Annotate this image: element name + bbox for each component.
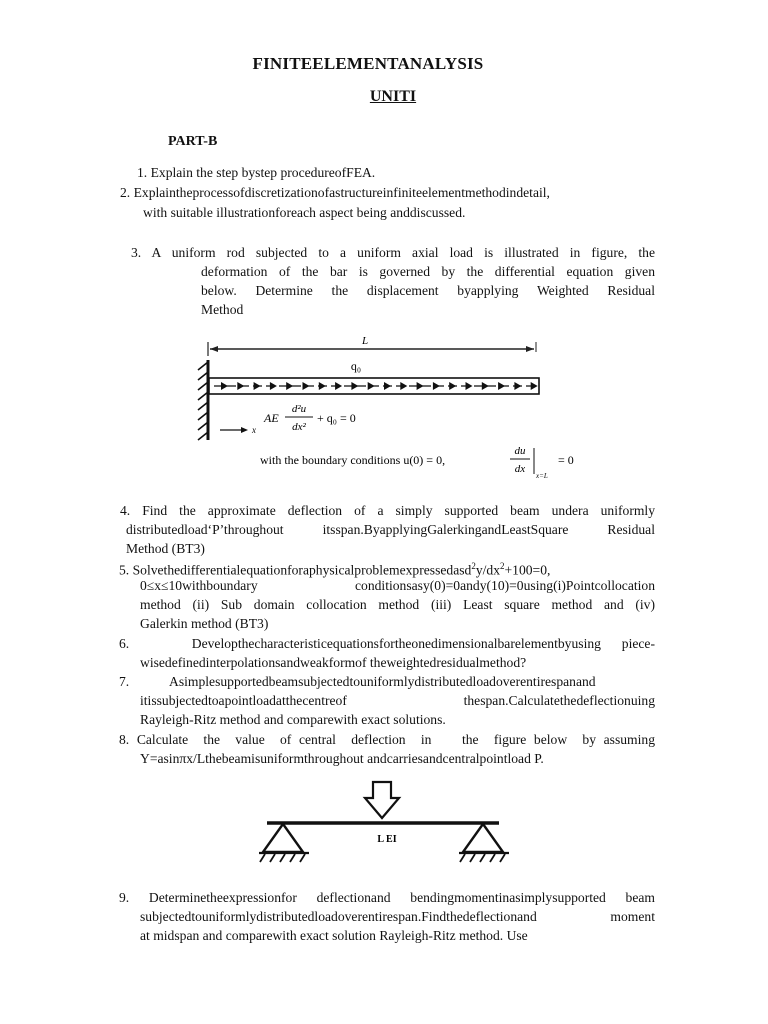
question-6-line-1: 6. Developthecharacteristicequationsfortheonedimensionalbarelementbyusing piece- xyxy=(119,636,655,651)
q5-text-a: 5. Solvethedifferentialequationforaphysicalproblemexpressedasd xyxy=(119,562,472,578)
bc-numerator: du xyxy=(514,445,526,457)
bc-denominator: dx xyxy=(514,463,526,475)
question-7-line-2: itissubjectedtoapointloadatthecentreof thespan.Calculatethedeflectionuing xyxy=(140,693,655,708)
q5-text-c: +100=0, xyxy=(504,562,551,578)
question-9-line-2: subjectedtouniformlydistributedloadoverentirespan.Findthedeflectionand moment xyxy=(140,909,655,924)
load-label: q₀ xyxy=(350,359,362,373)
q5-superscript-2: 2 xyxy=(500,561,505,571)
bc-subscript: x=L xyxy=(536,472,548,480)
question-9-line-1: 9. Determinetheexpressionfor deflectionand bendingmomentinasimplysupported beam xyxy=(119,890,655,905)
equation-denominator: dx² xyxy=(292,421,306,433)
question-8-line-1: 8. Calculate the value of central deflection in the figure below by assuming xyxy=(119,732,655,747)
document-title: FINITEELEMENTANALYSIS xyxy=(252,54,484,73)
question-1: 1. Explain the step bystep procedureofFEA. xyxy=(137,165,376,180)
rod-axial-load-figure xyxy=(180,330,600,482)
point-load-arrow xyxy=(365,782,399,818)
equation-numerator: d²u xyxy=(291,403,307,415)
question-4-line-2: distributedload‘P’throughout itsspan.ByapplyingGalerkingandLeastSquare Residual xyxy=(126,522,655,537)
question-5-line-4: Galerkin method (BT3) xyxy=(140,616,269,631)
question-2-line-2: with suitable illustrationforeach aspect being anddiscussed. xyxy=(143,205,466,220)
question-3-line-2: deformation of the bar is governed by the differential equation given xyxy=(201,264,655,279)
question-3-line-4: Method xyxy=(201,302,244,317)
question-5-line-2: 0≤x≤10withboundary conditionsasy(0)=0andy(10)=0using(i)Pointcollocation xyxy=(140,578,655,593)
left-support xyxy=(263,824,303,852)
question-8-line-2: Y=asinπx/Lthebeamisuniformthroughout andcarriesandcentralpointload P. xyxy=(140,751,544,766)
x-axis-label: x xyxy=(252,425,256,435)
beam-label: L EI xyxy=(377,834,397,845)
boundary-conditions: with the boundary conditions u(0) = 0, xyxy=(260,453,446,467)
question-7-number: 7. xyxy=(119,674,130,689)
part-heading: PART-B xyxy=(168,134,218,149)
question-9-line-3: at midspan and comparewith exact solution Rayleigh-Ritz method. Use xyxy=(140,928,528,943)
q5-superscript-1: 2 xyxy=(471,561,476,571)
question-4-line-3: Method (BT3) xyxy=(126,541,205,556)
bc-equals: = 0 xyxy=(558,453,574,467)
simply-supported-beam-figure xyxy=(255,780,515,868)
right-support xyxy=(463,824,503,852)
question-7-line-1: Asimplesupportedbeamsubjectedtouniformlydistributedloadoverentirespanand xyxy=(169,674,596,689)
question-4-line-1: 4. Find the approximate deflection of a simply supported beam undera uniformly xyxy=(120,503,655,518)
equation-prefix: AE xyxy=(264,411,279,425)
equation-suffix: + q₀ = 0 xyxy=(317,411,356,425)
question-2-line-1: 2. Explaintheprocessofdiscretizationofastructureinfiniteelementmethodindetail, xyxy=(120,185,550,200)
question-3-line-3: below. Determine the displacement byapplying Weighted Residual xyxy=(201,283,655,298)
q5-text-b: y/dx xyxy=(475,562,500,578)
question-7-line-3: Rayleigh-Ritz method and comparewith exact solutions. xyxy=(140,712,446,727)
question-6-line-2: wisedefinedinterpolationsandweakformof theweightedresidualmethod? xyxy=(140,655,527,670)
question-5-line-3: method (ii) Sub domain collocation method (iii) Least square method and (iv) xyxy=(140,597,655,612)
unit-heading: UNITI xyxy=(369,88,417,105)
question-3-line-1: 3. A uniform rod subjected to a uniform axial load is illustrated in figure, the xyxy=(131,245,655,260)
length-label: L xyxy=(361,335,369,347)
